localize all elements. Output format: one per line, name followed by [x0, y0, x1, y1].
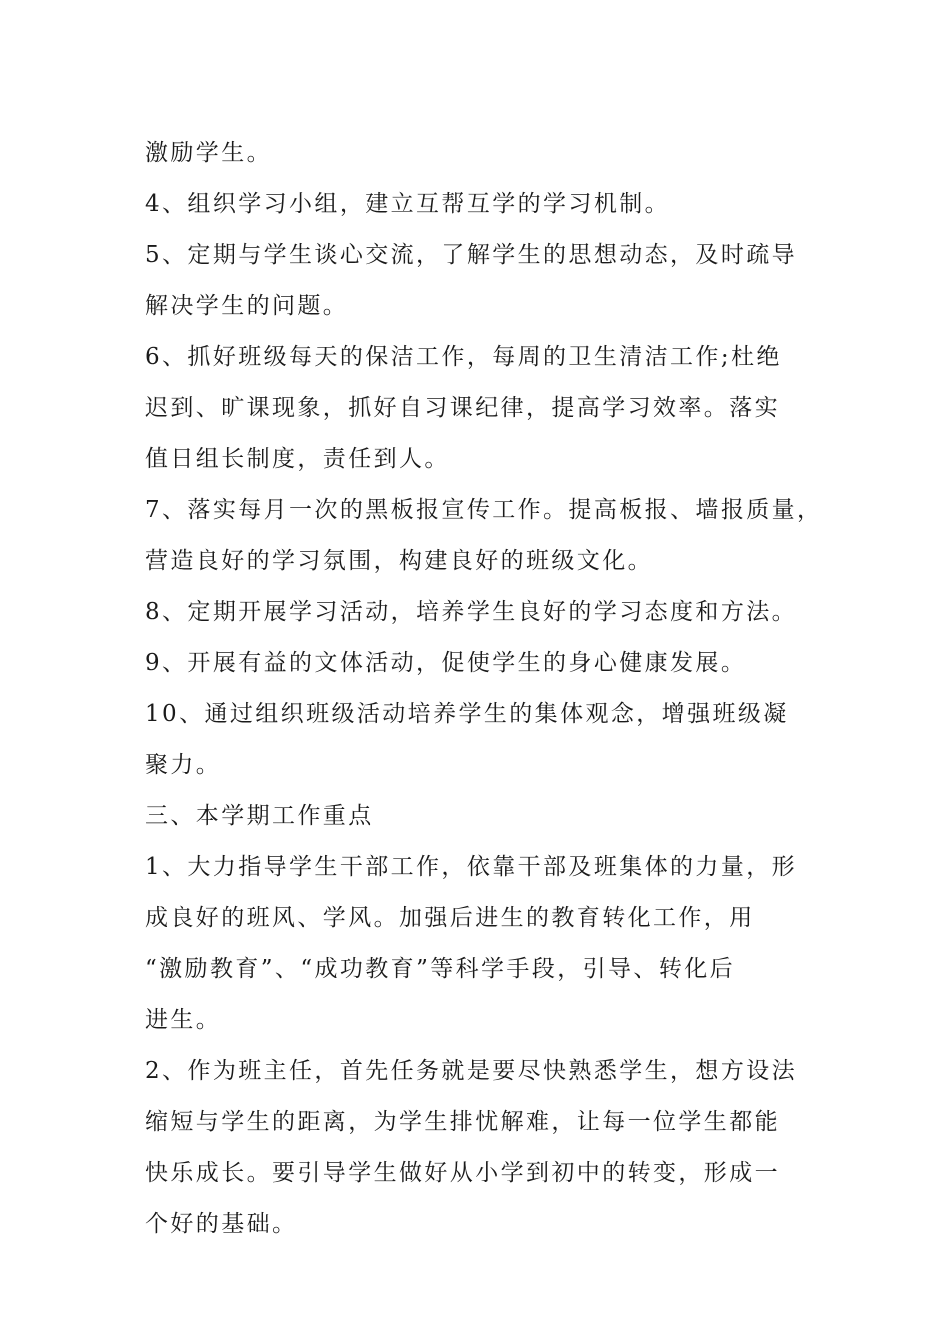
list-item-4: 4、组织学习小组，建立互帮互学的学习机制。 — [145, 191, 671, 217]
list-item-8: 8、定期开展学习活动，培养学生良好的学习态度和方法。 — [145, 599, 798, 625]
list-item-5: 5、定期与学生谈心交流，了解学生的思想动态，及时疏导 — [145, 242, 798, 268]
text-line: 激励学生。 — [145, 140, 272, 166]
text-line: 聚力。 — [145, 752, 222, 778]
text-line: 解决学生的问题。 — [145, 293, 349, 319]
text-line: 缩短与学生的距离，为学生排忧解难，让每一位学生都能 — [145, 1109, 780, 1135]
list-item-2: 2、作为班主任，首先任务就是要尽快熟悉学生，想方设法 — [145, 1058, 798, 1084]
text-line: 个好的基础。 — [145, 1211, 298, 1237]
document-body — [145, 128, 823, 1250]
text-line: 值日组长制度，责任到人。 — [145, 446, 450, 472]
text-line: 迟到、旷课现象，抓好自习课纪律，提高学习效率。落实 — [145, 395, 780, 421]
list-item-6: 6、抓好班级每天的保洁工作，每周的卫生清洁工作;杜绝 — [145, 344, 782, 370]
list-item-7: 7、落实每月一次的黑板报宣传工作。提高板报、墙报质量， — [145, 497, 823, 523]
list-item-1: 1、大力指导学生干部工作，依靠干部及班集体的力量，形 — [145, 854, 798, 880]
text-line: 进生。 — [145, 1007, 222, 1033]
list-item-9: 9、开展有益的文体活动，促使学生的身心健康发展。 — [145, 650, 747, 676]
text-line: “激励教育”、“成功教育”等科学手段，引导、转化后 — [145, 956, 736, 982]
text-line: 成良好的班风、学风。加强后进生的教育转化工作，用 — [145, 905, 755, 931]
text-line: 营造良好的学习氛围，构建良好的班级文化。 — [145, 548, 653, 574]
text-line: 快乐成长。要引导学生做好从小学到初中的转变，形成一 — [145, 1160, 780, 1186]
list-item-10: 10、通过组织班级活动培养学生的集体观念，增强班级凝 — [145, 701, 789, 727]
section-heading: 三、本学期工作重点 — [145, 803, 374, 829]
